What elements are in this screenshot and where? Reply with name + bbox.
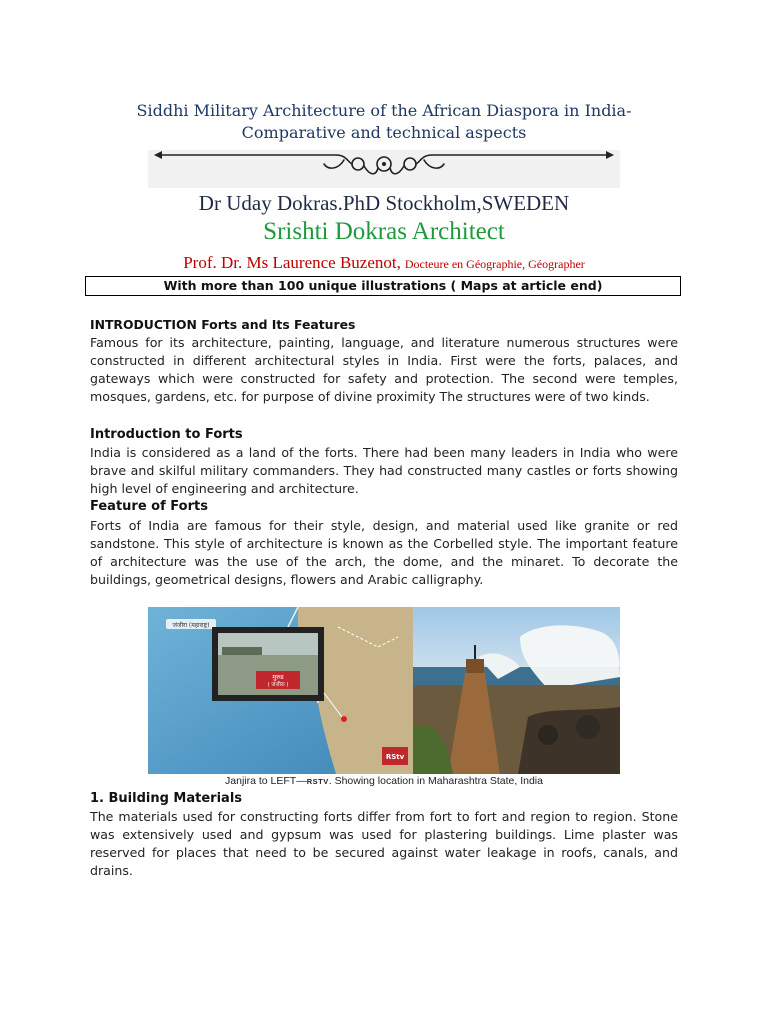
map-place-label: जंजीरा (महाराष्ट्र) bbox=[172, 622, 210, 629]
location-pin-icon bbox=[341, 716, 347, 722]
intro-heading: INTRODUCTION Forts and Its Features bbox=[90, 317, 356, 332]
author-laurence-buzenot bbox=[0, 253, 768, 273]
author-uday-dokras: Dr Uday Dokras.PhD Stockholm,SWEDEN bbox=[198, 191, 570, 215]
janjira-map-and-photo bbox=[148, 607, 620, 774]
document-title bbox=[90, 100, 678, 144]
author-srishti-dokras: Srishti Dokras Architect bbox=[263, 218, 505, 245]
forts-paragraph: India is considered as a land of the forts. There had been many leaders in India who were brave and skilful military commanders. They had constructed many castles or forts showing high level of engineering and architecture. bbox=[90, 445, 678, 496]
figure-caption: Janjira to LEFT—RSTV. Showing location in Maharashtra State, India bbox=[225, 775, 543, 787]
janjira-figure bbox=[148, 607, 620, 774]
materials-paragraph: The materials used for constructing forts differ from fort to fort and region to region. Stone was extensively used and gypsum was used for plastering buildings. Lime plaster was reserved for places that need to be secured against water leakage in roofs, canals, and drains. bbox=[90, 809, 678, 878]
intro-paragraph: Famous for its architecture, painting, language, and literature numerous structures were constructed in different architectural styles in India. First were the forts, palaces, and gateways which were constructed for safety and protection. The second were temples, mosques, gardens, etc. for purpose of divine proximity The structures were of two kinds. bbox=[90, 335, 678, 404]
author3-role: Docteure en Géographie, Géographer bbox=[404, 257, 585, 271]
inset-label-1: मुरुड bbox=[272, 673, 284, 681]
author3-name: Prof. Dr. Ms Laurence Buzenot, bbox=[183, 253, 401, 272]
flourish-icon bbox=[148, 150, 620, 188]
title-line-2: Comparative and technical aspects bbox=[241, 123, 527, 142]
ornament-divider bbox=[148, 150, 620, 188]
inset-label-2: ( जंजीरा ) bbox=[267, 682, 289, 688]
svg-text:RStv: RStv bbox=[385, 753, 405, 761]
materials-heading: 1. Building Materials bbox=[90, 791, 243, 806]
title-line-1: Siddhi Military Architecture of the African Diaspora in India- bbox=[136, 101, 632, 120]
feature-paragraph: Forts of India are famous for their style, design, and material used like granite or red sandstone. This style of architecture is known as the Corbelled style. The important feature of architecture was the use of the arch, the dome, and the minaret. To decorate the buildings, geometrical designs, flowers and Arabic calligraphy. bbox=[90, 518, 678, 587]
forts-heading: Introduction to Forts bbox=[90, 427, 243, 442]
feature-heading: Feature of Forts bbox=[90, 499, 208, 514]
illustrations-banner: With more than 100 unique illustrations ( Maps at article end) bbox=[85, 276, 681, 296]
